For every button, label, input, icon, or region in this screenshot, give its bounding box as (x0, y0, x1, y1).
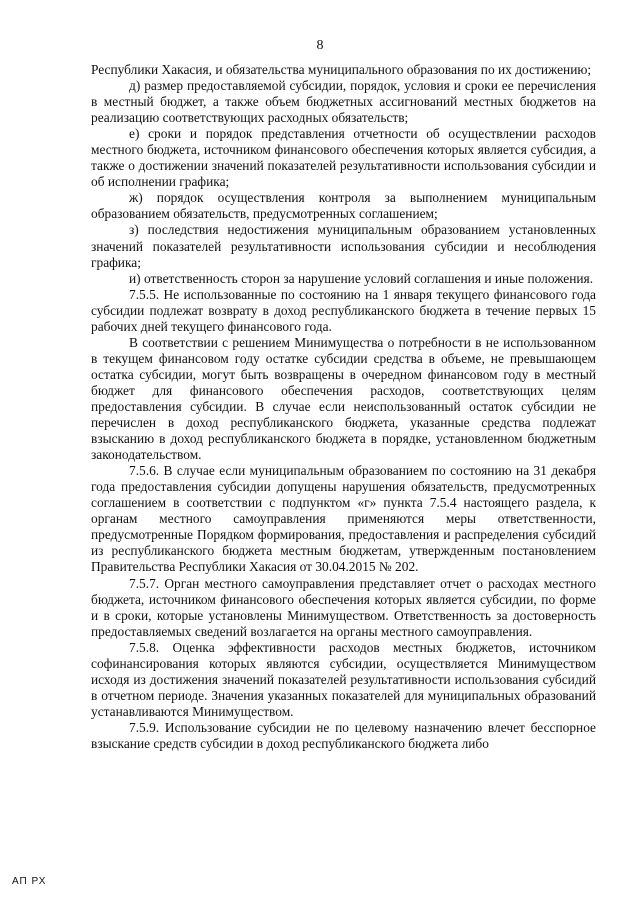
paragraph-minimushchestvo-decision: В соответствии с решением Минимущества о потребности в не использованном в текущем финансовом году остатке субсидии средства в объеме, не превышающем остатка субсидии, могут быть возвращены в очередном финансовом году в местный бюджет для финансового обеспечения расходов, соответствующих целям предоставления субсидии. В случае если неиспользованный остаток субсидии не перечислен в доход республиканского бюджета, указанные средства подлежат взысканию в доход республиканского бюджета в порядке, установленном бюджетным законодательством. (91, 334, 596, 463)
paragraph-subitem-i: и) ответственность сторон за нарушение условий соглашения и иные положения. (129, 270, 594, 286)
paragraph-7-5-9: 7.5.9. Использование субсидии не по целевому назначению влечет бесспорное взыскание средств субсидии в доход республиканского бюджета либо (91, 719, 596, 751)
paragraph-subitem-zh: ж) порядок осуществления контроля за выполнением муниципальным образованием обязательств, предусмотренных соглашением; (91, 190, 596, 222)
paragraph-7-5-6: 7.5.6. В случае если муниципальным образованием по состоянию на 31 декабря года предоставления субсидии допущены нарушения обязательств, предусмотренных соглашением в соответствии с подпунктом «г» пункта 7.5.4 настоящего раздела, к органам местного самоуправления применяются меры ответственности, предусмотренные Порядком формирования, предоставления и распределения субсидий из республиканского бюджета местным бюджетам, утвержденным постановлением Правительства Республики Хакасия от 30.04.2015 № 202. (91, 463, 596, 575)
page-number: 8 (316, 38, 324, 53)
paragraph-subitem-d: д) размер предоставляемой субсидии, порядок, условия и сроки ее перечисления в местный бюджет, а также объем бюджетных ассигнований местных бюджетов на реализацию соответствующих расходных обязательств; (91, 78, 596, 126)
paragraph-subitem-e: е) сроки и порядок представления отчетности об осуществлении расходов местного бюджета, источником финансового обеспечения которых является субсидия, а также о достижении значений показателей результативности использования субсидии и об исполнении графика; (91, 126, 596, 190)
paragraph-7-5-8: 7.5.8. Оценка эффективности расходов местных бюджетов, источником софинансирования которых являются субсидии, осуществляется Минимуществом исходя из достижения значений показателей результативности использования субсидий в отчетном периоде. Значения указанных показателей для муниципальных образований устанавливаются Минимуществом. (91, 639, 596, 719)
paragraph-subitem-z: з) последствия недостижения муниципальным образованием установленных значений показателей результативности использования субсидии и несоблюдения графика; (91, 222, 596, 270)
footer-code: АП РХ (12, 876, 47, 887)
paragraph-7-5-5: 7.5.5. Не использованные по состоянию на 1 января текущего финансового года субсидии подлежат возврату в доход республиканского бюджета в течение первых 15 рабочих дней текущего финансового года. (91, 286, 596, 334)
paragraph-7-5-7: 7.5.7. Орган местного самоуправления представляет отчет о расходах местного бюджета, источником финансового обеспечения которых является субсидии, по форме и в сроки, которые установлены Минимуществом. Ответственность за достоверность предоставляемых сведений возлагается на органы местного самоуправления. (91, 575, 596, 639)
paragraph-continuation: Республики Хакасия, и обязательства муниципального образования по их достижению; (91, 62, 592, 77)
document-body (91, 62, 596, 752)
